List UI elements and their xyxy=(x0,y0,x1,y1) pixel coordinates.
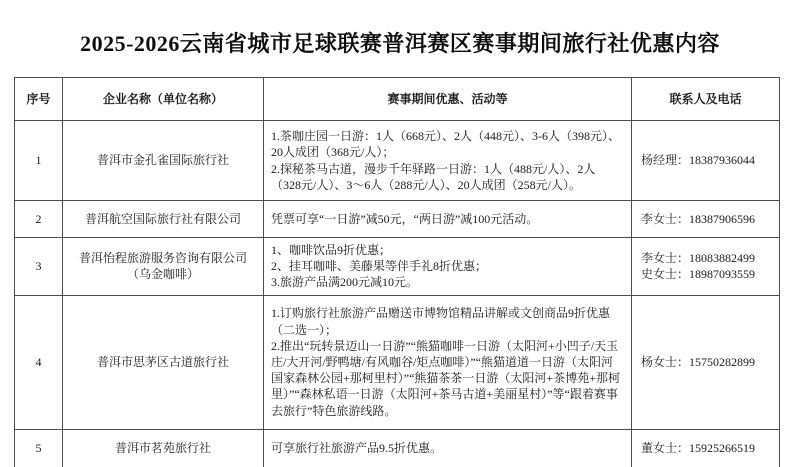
company-name xyxy=(63,429,264,467)
contact-line: 史女士：18987093559 xyxy=(641,267,756,282)
row-number: 2 xyxy=(15,201,63,238)
offers-cell xyxy=(264,295,632,429)
contact-line: 杨女士：15750282899 xyxy=(641,354,756,369)
company-name xyxy=(63,121,264,201)
company-line: 普洱市思茅区古道旅行社 xyxy=(96,354,229,369)
company-line: 普洱航空国际旅行社有限公司 xyxy=(84,211,241,226)
offers-cell xyxy=(264,429,632,467)
table-header xyxy=(15,78,780,121)
contacts-cell xyxy=(632,295,780,429)
offer-line: 1.订购旅行社旅游产品赠送市博物馆精品讲解或文创商品9折优惠（二选一）； xyxy=(271,306,611,337)
offer-line: 2.探秘茶马古道，漫步千年驿路一日游：1人（488元/人）、2人（328元/人）、3～6人（288元/人）、20人成团（258元/人）。 xyxy=(271,161,596,192)
table-row xyxy=(15,121,780,201)
table-row xyxy=(15,201,780,238)
table-row xyxy=(15,429,780,467)
row-number: 3 xyxy=(15,238,63,296)
company-name xyxy=(63,295,264,429)
offers-cell xyxy=(264,121,632,201)
contacts-cell xyxy=(632,201,780,238)
contact-line: 李女士：18387906596 xyxy=(641,211,756,226)
row-number: 5 xyxy=(15,429,63,467)
contacts-cell xyxy=(632,238,780,296)
offer-line: 2.推出“玩转景迈山一日游”“熊猫咖啡一日游（太阳河+小凹子/天玉庄/大开河/野鸭塘/有风咖谷/矩点咖啡）”“熊猫道道一日游（太阳河国家森林公园+那柯里村）”“熊猫茶茶一日游（太阳河+茶博苑+那柯里）”“森林私语一日游（太阳河+茶马古道+美丽星村）”等“跟着赛事去旅行”特色旅游线路。 xyxy=(271,338,620,418)
document-page xyxy=(0,27,800,467)
offer-line: 可享旅行社旅游产品9.5折优惠。 xyxy=(271,440,443,455)
header-row xyxy=(15,78,780,121)
offer-line: 3.旅游产品满200元减10元。 xyxy=(271,275,419,290)
offer-line: 2、挂耳咖啡、美藤果等伴手礼8折优惠； xyxy=(271,259,488,274)
offer-line: 1.茶咖庄园一日游：1人（668元）、2人（448元）、3-6人（398元）、20人成团（368元/人）； xyxy=(271,129,620,160)
page-title: 2025-2026云南省城市足球联赛普洱赛区赛事期间旅行社优惠内容 xyxy=(80,31,720,56)
offers-cell xyxy=(264,238,632,296)
contacts-cell xyxy=(632,429,780,467)
table-body xyxy=(15,121,780,467)
contacts-cell xyxy=(632,121,780,201)
row-number: 4 xyxy=(15,295,63,429)
header-contact: 联系人及电话 xyxy=(632,78,780,121)
header-company-name: 企业名称（单位名称） xyxy=(63,78,264,121)
company-line: （乌金咖啡） xyxy=(126,267,199,282)
table-row xyxy=(15,238,780,296)
contact-line: 李女士：18083882499 xyxy=(641,251,756,266)
company-line: 普洱市金孔雀国际旅行社 xyxy=(96,153,229,168)
table-row xyxy=(15,295,780,429)
company-name xyxy=(63,238,264,296)
header-serial-number: 序号 xyxy=(15,78,63,121)
header-offers: 赛事期间优惠、活动等 xyxy=(264,78,632,121)
contact-line: 杨经理：18387936044 xyxy=(641,153,756,168)
company-name xyxy=(63,201,264,238)
offer-line: 凭票可享“一日游”减50元，“两日游”减100元活动。 xyxy=(271,211,539,226)
company-line: 普洱怡程旅游服务咨询有限公司 xyxy=(78,251,247,266)
offers-cell xyxy=(264,201,632,238)
contact-line: 董女士：15925266519 xyxy=(641,440,756,455)
company-line: 普洱市茗苑旅行社 xyxy=(114,440,211,455)
row-number: 1 xyxy=(15,121,63,201)
offer-line: 1、咖啡饮品9折优惠； xyxy=(271,243,392,257)
offers-table xyxy=(14,77,780,467)
